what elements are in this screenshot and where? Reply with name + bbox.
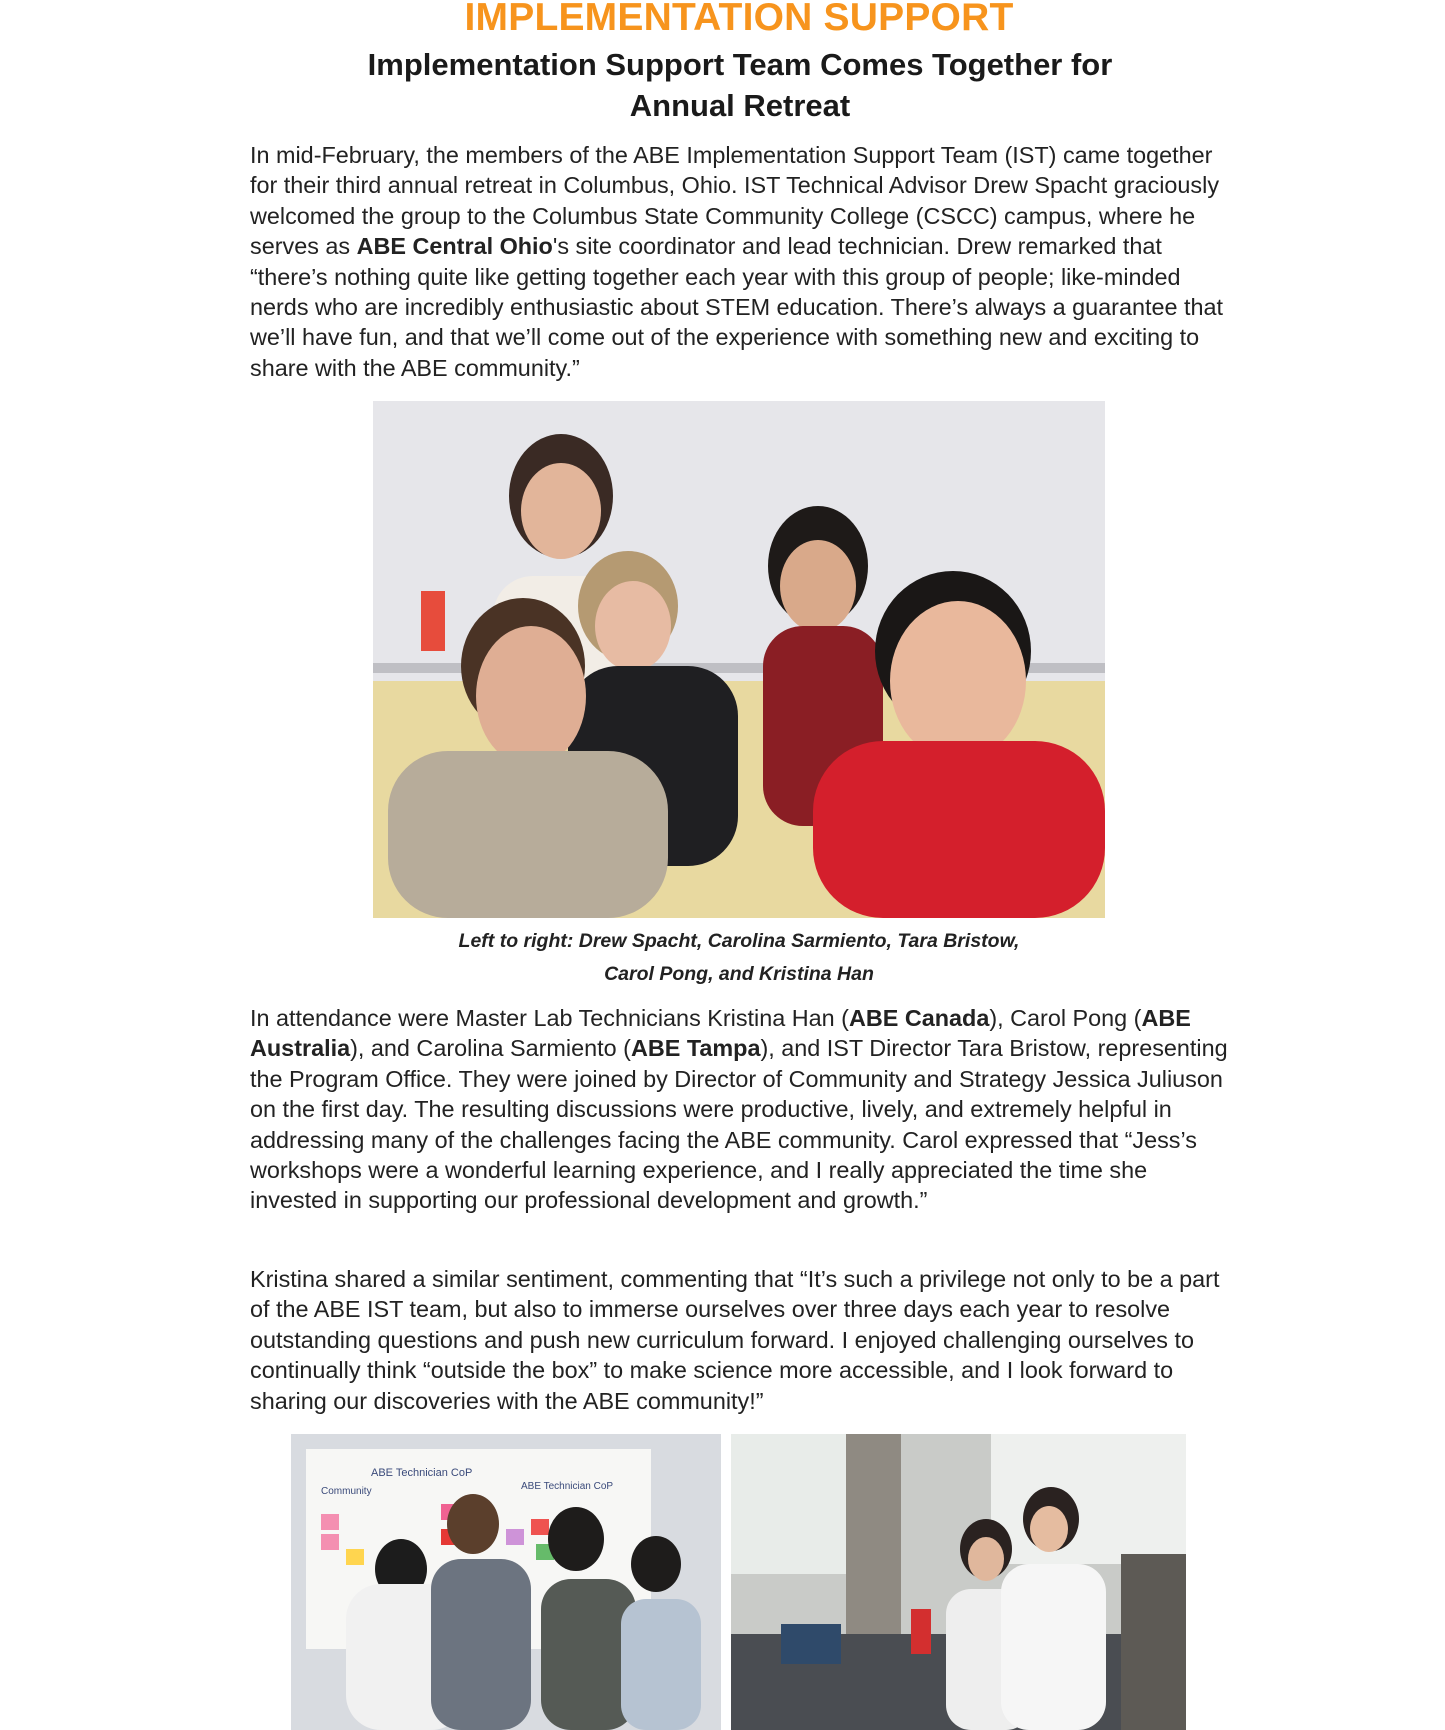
p2-text-1: In attendance were Master Lab Technicians Kristina Han ( [250, 1005, 849, 1031]
section-label: IMPLEMENTATION SUPPORT [464, 0, 1014, 39]
paragraph-quote: Kristina shared a similar sentiment, commenting that “It’s such a privilege not only to be a part of the ABE IST team, but also to immerse ourselves over three days each year to resolve outstanding questions and push new curriculum forward. I enjoyed challenging ourselves to continually think “outside the box” to make science more accessible, and I look forward to sharing our discoveries with the ABE community!” [250, 1266, 1220, 1414]
p1-text-1: In mid-February, the members of the ABE Implementation Support Team (IST) came together for their third annual retreat in Columbus, Ohio. IST Technical Advisor Drew Spacht graciously welcomed the group to the Columbus State Community College (CSCC) campus, where he serves as [250, 142, 1220, 260]
p1-text-2: 's site coordinator and lead technician. Drew remarked that “there’s nothing quite like getting together each year with this group of people; like-minded nerds who are incredibly enthusiastic about STEM education. There’s always a guarantee that we’ll have fun, and that we’ll come out of the experience with something new and exciting to share with the ABE community.” [250, 233, 1224, 381]
whiteboard-photo [291, 1434, 721, 1730]
article-title-line1: Implementation Support Team Comes Together for [367, 47, 1113, 82]
p2-text-3: ), and Carolina Sarmiento ( [350, 1035, 631, 1062]
caption-line1: Left to right: Drew Spacht, Carolina Sarmiento, Tara Bristow, [458, 930, 1020, 952]
whiteboard-label-1: Community [321, 1486, 372, 1497]
group-photo [373, 401, 1105, 918]
p2-text-4: ), and IST Director Tara Bristow, representing the Program Office. They were joined by Director of Community and Strategy Jessica Juliuson on the first day. The resulting discussions were productive, lively, and extremely helpful in addressing many of the challenges facing the ABE community. Carol expressed that “Jess’s workshops were a wonderful learning experience, and I really appreciated the time she invested in supporting our professional development and growth.” [250, 1035, 1228, 1214]
paragraph-attendance [250, 1003, 1235, 1216]
lab-photo [731, 1434, 1186, 1730]
paragraph-intro [250, 140, 1235, 383]
p2-bold-canada: ABE Canada [848, 1005, 990, 1031]
p2-text-2: ), Carol Pong ( [989, 1005, 1142, 1031]
whiteboard-title: ABE Technician CoP [371, 1467, 473, 1479]
article-title [330, 44, 1150, 126]
photo-caption [373, 925, 1105, 991]
p1-bold-site: ABE Central Ohio [356, 233, 553, 260]
p2-bold-australia: ABE Australia [250, 1005, 1191, 1062]
caption-line2: Carol Pong, and Kristina Han [604, 963, 874, 985]
p2-bold-tampa: ABE Tampa [630, 1035, 761, 1062]
whiteboard-label-2: ABE Technician CoP [521, 1481, 614, 1492]
article-title-line2: Annual Retreat [629, 88, 851, 123]
